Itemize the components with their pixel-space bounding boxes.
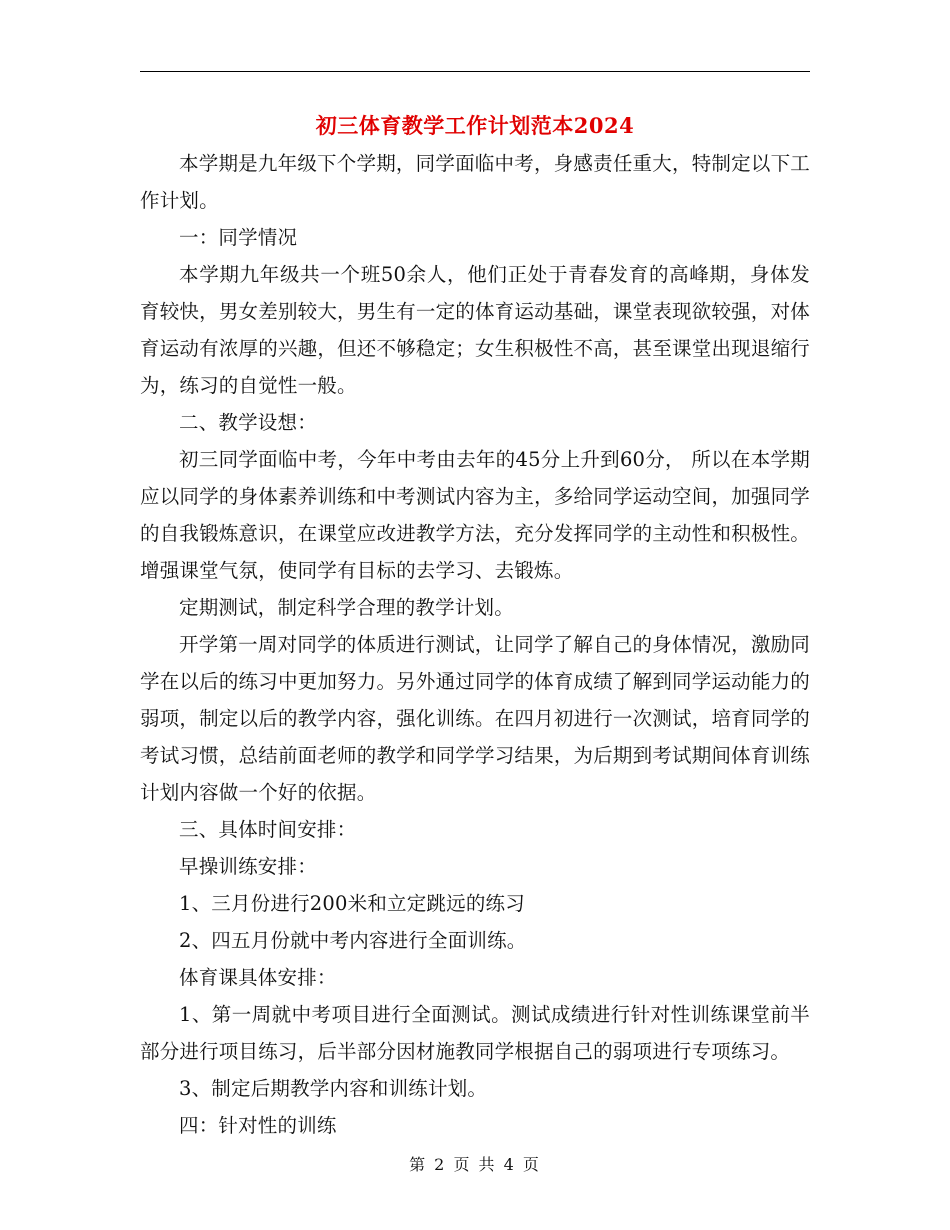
paragraph-first-week-test: 开学第一周对同学的体质进行测试，让同学了解自己的身体情况，激励同学在以后的练习中更加努力。另外通过同学的体育成绩了解到同学运动能力的弱项，制定以后的教学内容，强化训练。在四月初进行一次测试，培育同学的考试习惯，总结前面老师的教学和同学学习结果，为后期到考试期间体育训练计划内容做一个好的依据。 [140,633,810,804]
page-number: 第 2 页 共 4 页 [409,1155,541,1174]
heading-pe-class: 体育课具体安排： [179,966,337,989]
list-item-march: 1、三月份进行200米和立定跳远的练习 [179,892,525,915]
heading-student-situation: 一：同学情况 [179,226,298,249]
heading-schedule: 三、具体时间安排： [179,818,357,841]
header-rule [140,71,810,72]
paragraph-student-situation: 本学期九年级共一个班50余人，他们正处于青春发育的高峰期，身体发育较快，男女差别较大，男生有一定的体育运动基础，课堂表现欲较强，对体育运动有浓厚的兴趣，但还不够稳定；女生积极性不高，甚至课堂出现退缩行为，练习的自觉性一般。 [140,263,810,397]
heading-morning-exercise: 早操训练安排： [179,855,317,878]
paragraph-teaching-ideas: 初三同学面临中考，今年中考由去年的45分上升到60分， 所以在本学期应以同学的身体素养训练和中考测试内容为主，多给同学运动空间，加强同学的自我锻炼意识，在课堂应改进教学方法，充分发挥同学的主动性和积极性。增强课堂气氛，使同学有目标的去学习、去锻炼。 [140,448,810,582]
document-body [140,145,810,1144]
paragraph-periodic-test: 定期测试，制定科学合理的教学计划。 [179,596,514,619]
heading-teaching-ideas: 二、教学设想： [179,411,317,434]
list-item-later-plan: 3、制定后期教学内容和训练计划。 [179,1077,488,1100]
paragraph-intro: 本学期是九年级下个学期，同学面临中考，身感责任重大，特制定以下工作计划。 [140,152,810,212]
document-title: 初三体育教学工作计划范本2024 [315,113,635,138]
list-item-april-may: 2、四五月份就中考内容进行全面训练。 [179,929,527,952]
heading-targeted-training: 四：针对性的训练 [179,1114,337,1137]
list-item-first-week: 1、第一周就中考项目进行全面测试。测试成绩进行针对性训练课堂前半部分进行项目练习，后半部分因材施教同学根据自己的弱项进行专项练习。 [140,1003,810,1063]
